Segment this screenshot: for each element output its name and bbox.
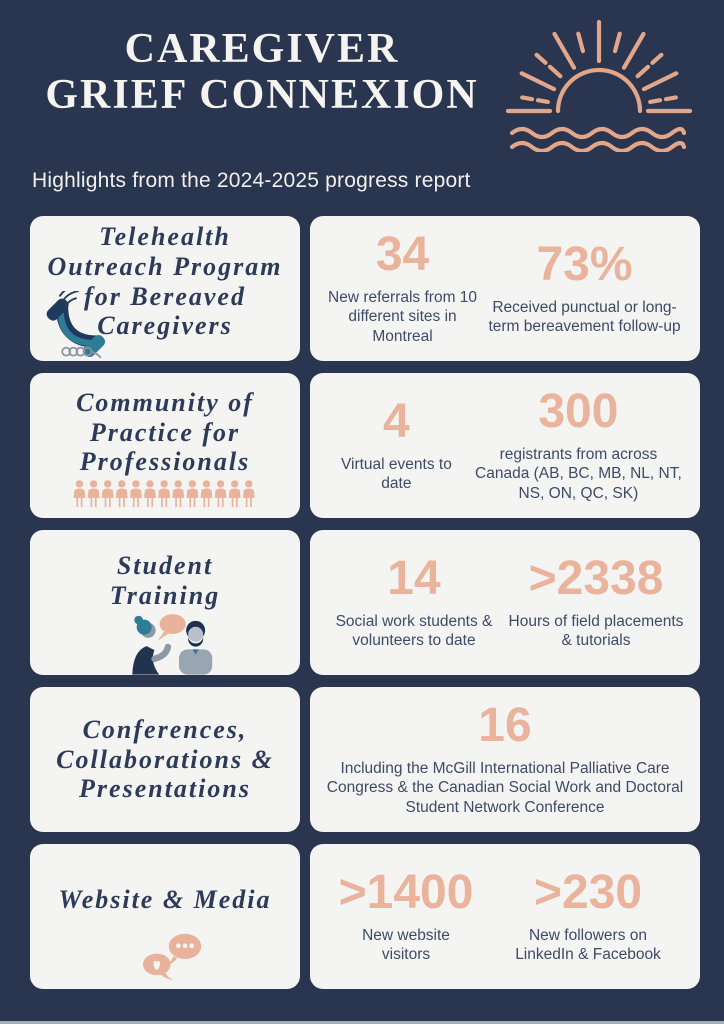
stat-placement-hours <box>508 551 684 650</box>
report-subtitle: Highlights from the 2024-2025 progress report <box>32 169 471 192</box>
card-title: Community of Practice for Professionals <box>76 387 254 477</box>
title-card-community <box>30 373 300 518</box>
stat-value: 4 <box>383 394 410 448</box>
stats-card-community <box>310 373 700 518</box>
card-title: Student Training <box>109 550 221 610</box>
stat-label: Hours of field placements & tutorials <box>508 612 684 649</box>
stats-card-student-training <box>310 530 700 675</box>
stat-value: >230 <box>533 865 643 919</box>
stat-value: 14 <box>387 551 441 605</box>
card-title: Telehealth Outreach Program for Bereaved Caregivers <box>47 221 283 341</box>
stat-value: >1400 <box>338 865 474 919</box>
stat-virtual-events <box>326 394 467 493</box>
stat-label: New website visitors <box>362 926 450 963</box>
stat-value: 73% <box>536 237 633 291</box>
stat-label: Social work students & volunteers to date <box>335 612 493 649</box>
speech-bubbles-icon <box>134 927 212 985</box>
stats-card-conferences <box>310 687 700 832</box>
stat-followers <box>492 865 684 964</box>
page-title-line2: GRIEF CONNEXION <box>45 72 479 119</box>
stats-card-telehealth <box>310 216 700 361</box>
card-title: Website & Media <box>58 884 272 914</box>
stat-label: registrants from across Canada (AB, BC, MB, NL, NT, NS, ON, QC, SK) <box>475 446 682 502</box>
page-title <box>12 26 512 118</box>
stat-label: New followers on LinkedIn & Facebook <box>515 926 661 963</box>
stat-registrants <box>473 385 684 503</box>
stat-value: 16 <box>478 699 532 753</box>
stat-label: Virtual events to date <box>340 455 452 492</box>
people-row-icon <box>70 480 260 509</box>
stat-followup <box>485 237 684 336</box>
stat-website-visitors <box>326 865 486 964</box>
stat-value: 300 <box>538 385 619 439</box>
stat-students <box>326 551 502 650</box>
card-title: Conferences, Collaborations & Presentations <box>56 714 274 804</box>
conversation-icon <box>122 611 217 675</box>
stat-label: Including the McGill International Palliative Care Congress & the Canadian Social Work and Doctoral Student Network Conference <box>326 760 684 816</box>
stat-label: New referrals from 10 different sites in Montreal <box>328 289 478 345</box>
title-card-website-media <box>30 844 300 989</box>
stat-value: >2338 <box>528 551 664 605</box>
stat-value: 34 <box>375 228 430 282</box>
stats-card-website-media <box>310 844 700 989</box>
cards-grid <box>30 216 700 989</box>
title-card-student-training <box>30 530 300 675</box>
stat-new-referrals <box>326 228 479 346</box>
stat-conferences <box>324 699 686 817</box>
stat-label: Received punctual or long-term bereavement follow-up <box>488 298 681 335</box>
title-card-conferences <box>30 687 300 832</box>
sun-over-water-icon <box>502 18 694 152</box>
title-card-telehealth <box>30 216 300 361</box>
page-title-line1: CAREGIVER <box>124 26 400 72</box>
